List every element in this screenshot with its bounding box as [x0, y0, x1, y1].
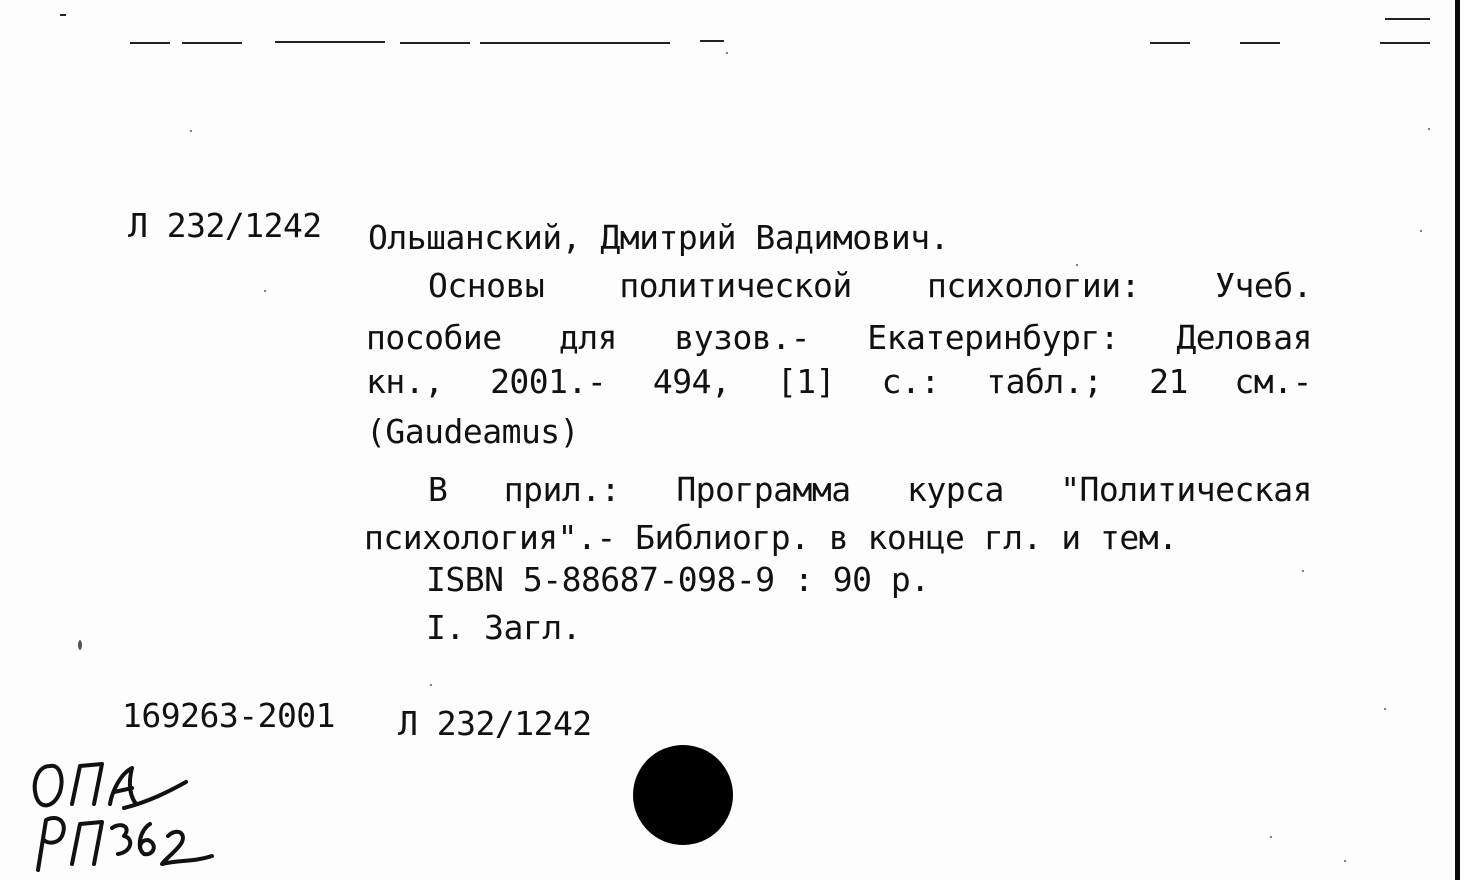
note-word: "Политическая	[1060, 470, 1312, 509]
scan-speck	[430, 684, 432, 686]
scan-speck	[1420, 230, 1422, 232]
title-word: пособие	[366, 318, 502, 357]
title-word: психологии:	[926, 266, 1140, 305]
title-word: политической	[619, 266, 852, 305]
scan-speck	[1076, 264, 1078, 266]
title-word: вузов.-	[674, 318, 810, 357]
author-heading: Ольшанский, Дмитрий Вадимович.	[368, 218, 950, 257]
shelf-mark-top: Л 232/1242	[128, 206, 322, 245]
note-word: прил.:	[503, 470, 620, 509]
scan-speck	[190, 130, 192, 132]
title-word: для	[558, 318, 618, 357]
accession-number: 169263-2001	[122, 696, 336, 735]
handwritten-note	[28, 752, 228, 877]
imprint-word: 21	[1149, 362, 1188, 401]
tracing-line: I. Загл.	[426, 608, 581, 647]
title-word: Основы	[428, 266, 545, 305]
imprint-word: 494,	[652, 362, 731, 401]
note-word: Программа	[676, 470, 851, 509]
note-word: В	[428, 470, 448, 509]
scan-speck	[264, 290, 266, 292]
series-line: (Gaudeamus)	[366, 412, 580, 451]
shelf-mark-bottom: Л 232/1242	[398, 704, 592, 743]
title-line-1	[428, 266, 1312, 306]
title-line-2	[366, 318, 1312, 358]
note-word: курса	[906, 470, 1004, 509]
title-word: Деловая	[1176, 318, 1312, 357]
scan-speck	[78, 640, 82, 650]
scan-speck	[1302, 570, 1304, 572]
scan-speck	[1384, 708, 1386, 710]
imprint-word: см.-	[1234, 362, 1312, 401]
imprint-word: [1]	[776, 362, 836, 401]
isbn-line: ISBN 5-88687-098-9 : 90 р.	[426, 560, 930, 599]
card-top-edge	[0, 0, 1464, 44]
scan-speck	[1344, 860, 1346, 862]
imprint-word: с.:	[881, 362, 940, 401]
title-line-3	[366, 362, 1312, 402]
scan-speck	[1270, 836, 1272, 838]
title-word: Екатеринбург:	[867, 318, 1120, 357]
scan-speck	[1428, 128, 1430, 130]
note-line-2: психология".- Библиогр. в конце гл. и тем.	[364, 518, 1178, 557]
imprint-word: кн.,	[366, 362, 444, 401]
punched-hole	[633, 745, 733, 845]
note-line-1	[428, 470, 1312, 510]
card-right-edge	[1455, 0, 1460, 880]
scan-speck	[726, 52, 728, 54]
imprint-word: табл.;	[986, 362, 1103, 401]
title-word: Учеб.	[1215, 266, 1312, 305]
imprint-word: 2001.-	[490, 362, 607, 401]
